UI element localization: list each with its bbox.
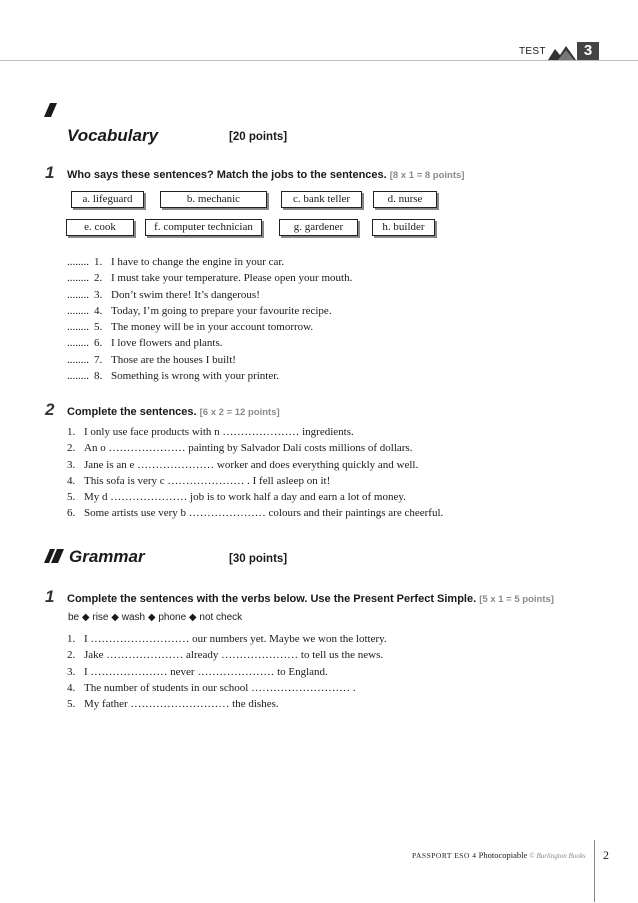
photocopiable-label: Photocopiable (478, 850, 528, 860)
exercise-number: 1 (45, 587, 55, 606)
list-item: ........ 2. I must take your temperature. Please open your mouth. (67, 272, 353, 285)
job-box: e. cook (66, 219, 134, 236)
list-item: 2. Jake ………………… already ………………… to tell us the news. (67, 649, 384, 662)
mountain-logo-icon (548, 46, 576, 60)
instruction-points: [5 x 1 = 5 points] (479, 594, 554, 605)
list-item: 4. The number of students in our school ……………………… . (67, 681, 356, 694)
copyright-label: © Burlington Books (529, 852, 586, 860)
list-item: ........ 1. I have to change the engine in your car. (67, 256, 285, 268)
vocabulary-title: Vocabulary (67, 126, 159, 145)
exercise-instruction (67, 406, 280, 418)
page-number: 2 (603, 848, 609, 862)
list-item: ........ 6. I love flowers and plants. (67, 337, 223, 350)
list-item: 4. This sofa is very c ………………… . I fell asleep on it! (67, 474, 331, 487)
exercise-instruction (67, 593, 554, 605)
list-item: 3. Jane is an e ………………… worker and does everything quickly and well. (67, 458, 419, 471)
instruction-text: Who says these sentences? Match the jobs to the sentences. (67, 169, 387, 181)
vocabulary-points: [20 points] (229, 131, 288, 143)
section-slash-icon (44, 103, 64, 117)
job-box: d. nurse (373, 191, 437, 208)
list-item: ........ 3. Don’t swim there! It’s dangerous! (67, 288, 260, 301)
header-rule (0, 60, 638, 61)
list-item: ........ 7. Those are the houses I built! (67, 353, 236, 366)
grammar-points: [30 points] (229, 553, 288, 565)
book-title: PASSPORT ESO 4 (412, 851, 477, 860)
footer-divider (594, 840, 595, 902)
job-box: f. computer technician (145, 219, 262, 236)
list-item: 6. Some artists use very b ………………… colours and their paintings are cheerful. (67, 507, 444, 520)
test-label: TEST (519, 46, 546, 57)
verb-list: be ◆ rise ◆ wash ◆ phone ◆ not check (68, 612, 243, 623)
job-box: a. lifeguard (71, 191, 144, 208)
job-box: h. builder (372, 219, 435, 236)
instruction-points: [8 x 1 = 8 points] (389, 170, 465, 181)
exercise-instruction (67, 169, 464, 181)
job-box: b. mechanic (160, 191, 267, 208)
test-number-badge: 3 (577, 42, 599, 60)
list-item: 5. My father ……………………… the dishes. (67, 698, 279, 711)
instruction-points: [6 x 2 = 12 points] (199, 407, 280, 418)
list-item: 1. I ……………………… our numbers yet. Maybe we won the lottery. (67, 633, 387, 645)
exercise-number: 1 (45, 163, 55, 182)
list-item: 5. My d ………………… job is to work half a day and earn a lot of money. (67, 491, 406, 504)
grammar-list (67, 631, 387, 712)
list-item: ........ 8. Something is wrong with your printer. (67, 370, 280, 383)
list-item: 1. I only use face products with n ………………… ingredients. (67, 426, 354, 438)
grammar-title: Grammar (69, 547, 145, 566)
matching-list (67, 254, 352, 384)
list-item: 3. I ………………… never ………………… to England. (67, 665, 328, 678)
list-item: ........ 4. Today, I’m going to prepare your favourite recipe. (67, 304, 332, 317)
list-item: 2. An o ………………… painting by Salvador Dalí costs millions of dollars. (67, 442, 413, 455)
job-box: c. bank teller (281, 191, 362, 208)
instruction-text: Complete the sentences with the verbs below. Use the Present Perfect Simple. (67, 593, 477, 605)
completion-list (67, 424, 443, 522)
job-box: g. gardener (279, 219, 358, 236)
footer-credit (412, 850, 586, 860)
exercise-number: 2 (45, 400, 55, 419)
list-item: ........ 5. The money will be in your account tomorrow. (67, 321, 314, 334)
instruction-text: Complete the sentences. (67, 406, 197, 418)
section-slash-icon (44, 549, 68, 563)
